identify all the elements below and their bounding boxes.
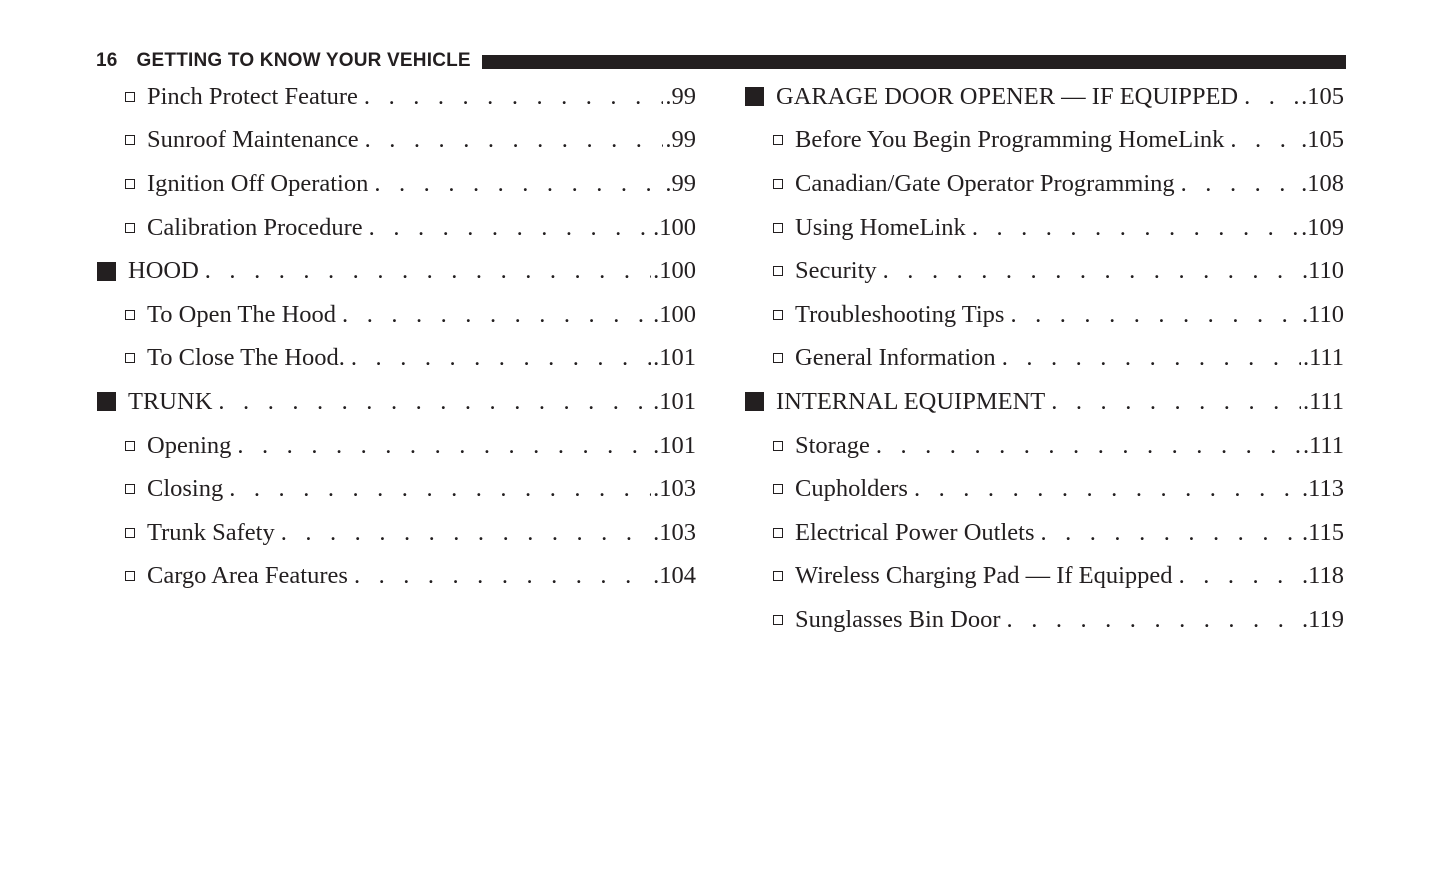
open-square-bullet-icon: [773, 179, 783, 189]
dot-leader: [364, 83, 663, 111]
toc-entry-label: Sunroof Maintenance: [147, 126, 359, 154]
toc-entry-page: .105: [1301, 82, 1344, 110]
open-square-bullet-icon: [773, 310, 783, 320]
open-square-bullet-icon: [125, 353, 135, 363]
toc-entry[interactable]: [744, 598, 1344, 642]
toc-entry-page: .99: [665, 169, 696, 197]
toc-entry-label: Storage: [795, 431, 870, 459]
toc-entry-page: .110: [1302, 257, 1344, 285]
toc-entry-label: Opening: [147, 431, 232, 459]
toc-entry-page: .110: [1302, 300, 1344, 328]
open-square-bullet-icon: [125, 92, 135, 102]
dot-leader: [205, 257, 651, 285]
toc-entry[interactable]: [96, 119, 696, 163]
toc-entry-label: Cupholders: [795, 475, 908, 503]
toc-entry-label: Before You Begin Programming HomeLink: [795, 126, 1225, 154]
toc-entry-page: .100: [653, 213, 696, 241]
filled-square-bullet-icon: [97, 262, 116, 281]
dot-leader: [369, 214, 651, 242]
dot-leader: [237, 432, 651, 460]
open-square-bullet-icon: [773, 266, 783, 276]
toc-entry-label: Electrical Power Outlets: [795, 518, 1035, 546]
toc-entry-page: .99: [665, 126, 696, 154]
dot-leader: [1007, 606, 1300, 634]
toc-section-entry[interactable]: [96, 249, 696, 293]
toc-entry[interactable]: [744, 511, 1344, 555]
page-number: 16: [96, 50, 118, 71]
open-square-bullet-icon: [125, 484, 135, 494]
toc-entry-label: Ignition Off Operation: [147, 169, 369, 197]
toc-entry-label: Pinch Protect Feature: [147, 82, 358, 110]
toc-entry[interactable]: [96, 206, 696, 250]
dot-leader: [1010, 301, 1300, 329]
open-square-bullet-icon: [125, 179, 135, 189]
toc-entry-page: .101: [653, 387, 696, 415]
open-square-bullet-icon: [125, 528, 135, 538]
toc-entry[interactable]: [96, 555, 696, 599]
toc-entry-label: To Close The Hood.: [147, 344, 345, 372]
toc-entry[interactable]: [96, 337, 696, 381]
toc-entry[interactable]: [744, 206, 1344, 250]
toc-entry-label: Calibration Procedure: [147, 213, 363, 241]
dot-leader: [1244, 83, 1299, 111]
toc-entry-page: .111: [1302, 431, 1344, 459]
open-square-bullet-icon: [773, 441, 783, 451]
dot-leader: [351, 344, 651, 372]
toc-entry-label: Trunk Safety: [147, 518, 275, 546]
toc-entry-label: Sunglasses Bin Door: [795, 605, 1001, 633]
toc-section-entry[interactable]: [96, 380, 696, 424]
toc-entry-page: .103: [653, 518, 696, 546]
toc-section-label: TRUNK: [128, 387, 213, 415]
open-square-bullet-icon: [773, 223, 783, 233]
toc-entry[interactable]: [96, 424, 696, 468]
toc-entry-page: .109: [1301, 213, 1344, 241]
open-square-bullet-icon: [773, 571, 783, 581]
dot-leader: [281, 519, 651, 547]
open-square-bullet-icon: [773, 528, 783, 538]
toc-entry-page: .100: [653, 300, 696, 328]
open-square-bullet-icon: [773, 135, 783, 145]
toc-section-label: INTERNAL EQUIPMENT: [776, 387, 1046, 415]
dot-leader: [1181, 170, 1299, 198]
dot-leader: [229, 475, 651, 503]
toc-entry-page: .99: [665, 82, 696, 110]
toc-entry-page: .101: [653, 344, 696, 372]
toc-entry[interactable]: [96, 511, 696, 555]
toc-entry[interactable]: [744, 249, 1344, 293]
filled-square-bullet-icon: [745, 392, 764, 411]
open-square-bullet-icon: [773, 484, 783, 494]
toc-entry[interactable]: [744, 119, 1344, 163]
dot-leader: [365, 126, 664, 154]
toc-entry-page: .108: [1301, 169, 1344, 197]
dot-leader: [1040, 519, 1300, 547]
open-square-bullet-icon: [125, 223, 135, 233]
toc-entry[interactable]: [96, 75, 696, 119]
toc-entry-page: .119: [1302, 605, 1344, 633]
toc-entry-page: .100: [653, 257, 696, 285]
dot-leader: [883, 257, 1300, 285]
toc-entry-label: Troubleshooting Tips: [795, 300, 1005, 328]
toc-entry[interactable]: [744, 337, 1344, 381]
toc-left-column: [96, 75, 696, 598]
open-square-bullet-icon: [125, 135, 135, 145]
toc-entry[interactable]: [744, 424, 1344, 468]
toc-entry[interactable]: [744, 467, 1344, 511]
toc-entry-page: .111: [1302, 387, 1344, 415]
toc-entry-label: Security: [795, 257, 877, 285]
toc-entry-page: .104: [653, 562, 696, 590]
dot-leader: [914, 475, 1300, 503]
page-header: [96, 49, 1346, 73]
toc-entry-page: .111: [1302, 344, 1344, 372]
toc-entry-page: .115: [1302, 518, 1344, 546]
toc-entry-page: .101: [653, 431, 696, 459]
dot-leader: [218, 388, 651, 416]
dot-leader: [354, 562, 651, 590]
toc-entry[interactable]: [744, 162, 1344, 206]
toc-entry-page: .118: [1302, 562, 1344, 590]
open-square-bullet-icon: [773, 615, 783, 625]
toc-entry-page: .103: [653, 475, 696, 503]
toc-entry-label: Canadian/Gate Operator Programming: [795, 169, 1175, 197]
toc-entry-label: Wireless Charging Pad — If Equipped: [795, 562, 1173, 590]
toc-entry[interactable]: [96, 467, 696, 511]
dot-leader: [374, 170, 663, 198]
dot-leader: [1179, 562, 1300, 590]
toc-section-label: HOOD: [128, 257, 199, 285]
toc-entry[interactable]: [96, 162, 696, 206]
dot-leader: [1051, 388, 1301, 416]
toc-entry-label: To Open The Hood: [147, 300, 337, 328]
open-square-bullet-icon: [125, 571, 135, 581]
filled-square-bullet-icon: [745, 87, 764, 106]
open-square-bullet-icon: [125, 441, 135, 451]
toc-entry[interactable]: [744, 555, 1344, 599]
dot-leader: [342, 301, 651, 329]
toc-section-label: GARAGE DOOR OPENER — IF EQUIPPED: [776, 82, 1239, 110]
toc-entry-page: .113: [1302, 475, 1344, 503]
open-square-bullet-icon: [125, 310, 135, 320]
header-rule: [482, 55, 1346, 69]
toc-entry-label: General Information: [795, 344, 996, 372]
toc-entry-label: Using HomeLink: [795, 213, 966, 241]
toc-entry[interactable]: [744, 293, 1344, 337]
toc-right-column: [744, 75, 1344, 642]
dot-leader: [972, 214, 1299, 242]
toc-section-entry[interactable]: [744, 380, 1344, 424]
toc-section-entry[interactable]: [744, 75, 1344, 119]
filled-square-bullet-icon: [97, 392, 116, 411]
section-title: GETTING TO KNOW YOUR VEHICLE: [136, 50, 471, 71]
open-square-bullet-icon: [773, 353, 783, 363]
toc-entry-label: Cargo Area Features: [147, 562, 348, 590]
dot-leader: [1230, 126, 1299, 154]
dot-leader: [876, 432, 1301, 460]
toc-entry-page: .105: [1301, 126, 1344, 154]
dot-leader: [1002, 344, 1301, 372]
toc-entry[interactable]: [96, 293, 696, 337]
toc-entry-label: Closing: [147, 475, 224, 503]
